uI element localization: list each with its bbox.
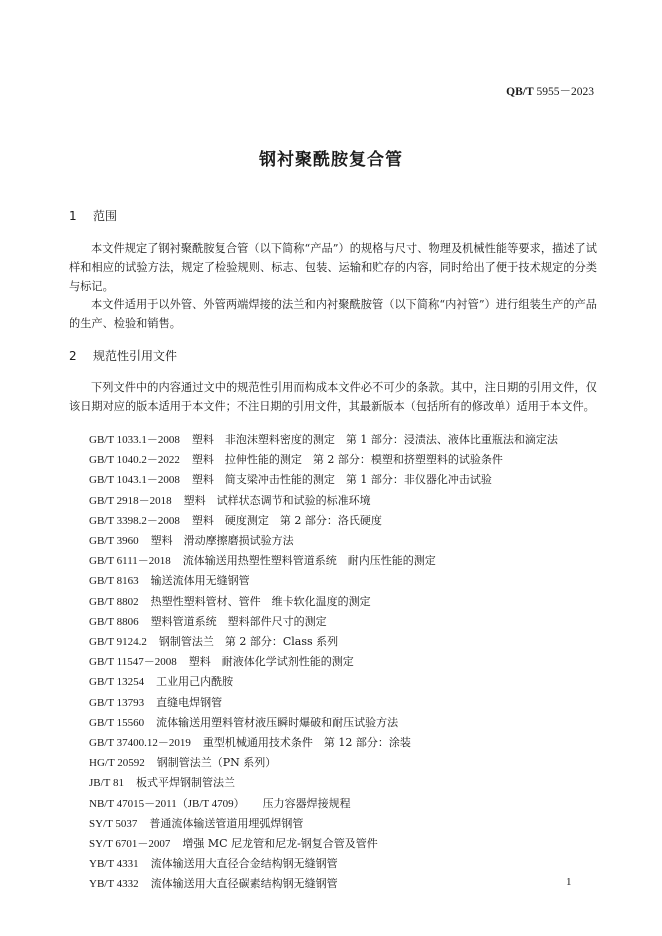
reference-code: JB/T 81 (89, 777, 124, 790)
reference-code: SY/T 6701－2007 (89, 838, 171, 851)
reference-code: GB/T 8163 (89, 575, 139, 588)
reference-item (89, 773, 558, 793)
page-number: 1 (566, 876, 572, 888)
reference-title: 塑料 试样状态调节和试验的标准环境 (183, 493, 371, 507)
reference-item (89, 794, 558, 814)
reference-item (89, 874, 558, 894)
reference-title: 流体输送用热塑性塑料管道系统 耐内压性能的测定 (182, 554, 436, 568)
reference-code: GB/T 9124.2 (89, 636, 147, 649)
reference-item (89, 632, 558, 652)
reference-code: GB/T 8806 (89, 615, 139, 628)
reference-item (89, 470, 558, 490)
standard-number (506, 83, 594, 99)
section-1-paragraph-1: 本文件规定了钢衬聚酰胺复合管（以下简称“产品”）的规格与尺寸、物理及机械性能等要求，描述了试样和相应的试验方法，规定了检验规则、标志、包装、运输和贮存的内容，同时给出了便于技术规定的分类与标记。 (69, 242, 597, 293)
reference-code: GB/T 3398.2－2008 (89, 514, 180, 527)
reference-title: 钢制管法兰 第 2 部分：Class 系列 (158, 635, 339, 649)
reference-title: 流体输送用大直径碳素结构钢无缝钢管 (150, 877, 338, 891)
reference-title: 塑料 硬度测定 第 2 部分：洛氏硬度 (191, 513, 382, 527)
reference-title: 流体输送用塑料管材液压瞬时爆破和耐压试验方法 (156, 715, 399, 729)
reference-code: YB/T 4332 (89, 878, 139, 891)
reference-title: 塑料 非泡沫塑料密度的测定 第 1 部分：浸渍法、液体比重瓶法和滴定法 (191, 433, 558, 446)
section-1-title: 范围 (93, 209, 118, 223)
section-2-number: 2 (69, 349, 77, 363)
reference-item (89, 511, 558, 531)
reference-item (89, 652, 558, 672)
reference-item (89, 531, 558, 551)
reference-title: 板式平焊钢制管法兰 (135, 776, 235, 790)
reference-code: GB/T 37400.12－2019 (89, 737, 191, 750)
reference-list (89, 430, 558, 895)
reference-item (89, 753, 558, 773)
reference-item (89, 612, 558, 632)
section-1-heading (69, 207, 117, 224)
reference-title: 普通流体输送管道用埋弧焊钢管 (149, 816, 304, 830)
reference-item (89, 450, 558, 470)
reference-title: 输送流体用无缝钢管 (150, 574, 250, 588)
reference-title: 流体输送用大直径合金结构钢无缝钢管 (150, 857, 338, 871)
reference-title: 塑料 拉伸性能的测定 第 2 部分：模塑和挤塑塑料的试验条件 (191, 453, 503, 467)
reference-code: GB/T 13793 (89, 696, 145, 709)
reference-code: GB/T 6111－2018 (89, 555, 171, 568)
reference-code: GB/T 15560 (89, 716, 145, 729)
reference-code: SY/T 5037 (89, 817, 138, 830)
reference-item (89, 672, 558, 692)
reference-code: GB/T 11547－2008 (89, 656, 177, 669)
reference-title: 热塑性塑料管材、管件 维卡软化温度的测定 (150, 594, 371, 608)
reference-item (89, 491, 558, 511)
reference-code: GB/T 1043.1－2008 (89, 474, 180, 487)
reference-item (89, 713, 558, 733)
reference-title: 增强 MC 尼龙管和尼龙-钢复合管及管件 (182, 837, 378, 851)
reference-title: 塑料管道系统 塑料部件尺寸的测定 (150, 614, 327, 628)
reference-item (89, 693, 558, 713)
reference-item (89, 834, 558, 854)
standard-code-prefix: QB/T (506, 86, 534, 98)
reference-code: GB/T 1033.1－2008 (89, 434, 180, 446)
reference-title: 工业用己内酰胺 (156, 675, 234, 689)
reference-item (89, 430, 558, 450)
section-1-number: 1 (69, 209, 77, 223)
reference-title: 重型机械通用技术条件 第 12 部分：涂装 (202, 736, 411, 750)
section-2-intro: 下列文件中的内容通过文中的规范性引用而构成本文件必不可少的条款。其中，注日期的引用文件，仅该日期对应的版本适用于本文件；不注日期的引用文件，其最新版本（包括所有的修改单）适用于本文件。 (69, 381, 597, 413)
reference-title: 塑料 耐液体化学试剂性能的测定 (188, 655, 354, 669)
reference-title: 直缝电焊钢管 (156, 695, 223, 709)
reference-title: 塑料 简支梁冲击性能的测定 第 1 部分：非仪器化冲击试验 (191, 473, 492, 487)
reference-item (89, 571, 558, 591)
reference-code: HG/T 20592 (89, 757, 145, 770)
reference-code: GB/T 13254 (89, 676, 145, 689)
reference-code: GB/T 1040.2－2022 (89, 454, 180, 467)
section-1-paragraph-2: 本文件适用于以外管、外管两端焊接的法兰和内衬聚酰胺管（以下简称“内衬管”）进行组装生产的产品的生产、检验和销售。 (69, 298, 597, 330)
reference-title: 塑料 滑动摩擦磨损试验方法 (150, 534, 294, 548)
standard-code-rest: 5955－2023 (533, 86, 594, 98)
reference-title: 钢制管法兰（PN 系列） (156, 756, 277, 770)
reference-code: GB/T 2918－2018 (89, 494, 172, 507)
reference-title: 压力容器焊接规程 (262, 796, 351, 810)
reference-item (89, 854, 558, 874)
reference-item (89, 551, 558, 571)
section-2-heading (69, 347, 177, 364)
reference-item (89, 814, 558, 834)
document-title: 钢衬聚酰胺复合管 (259, 150, 403, 170)
section-2-title: 规范性引用文件 (93, 349, 178, 363)
reference-code: NB/T 47015－2011（JB/T 4709） (89, 797, 245, 810)
reference-code: GB/T 3960 (89, 535, 139, 548)
reference-code: YB/T 4331 (89, 858, 139, 871)
reference-item (89, 592, 558, 612)
reference-code: GB/T 8802 (89, 595, 139, 608)
reference-item (89, 733, 558, 753)
